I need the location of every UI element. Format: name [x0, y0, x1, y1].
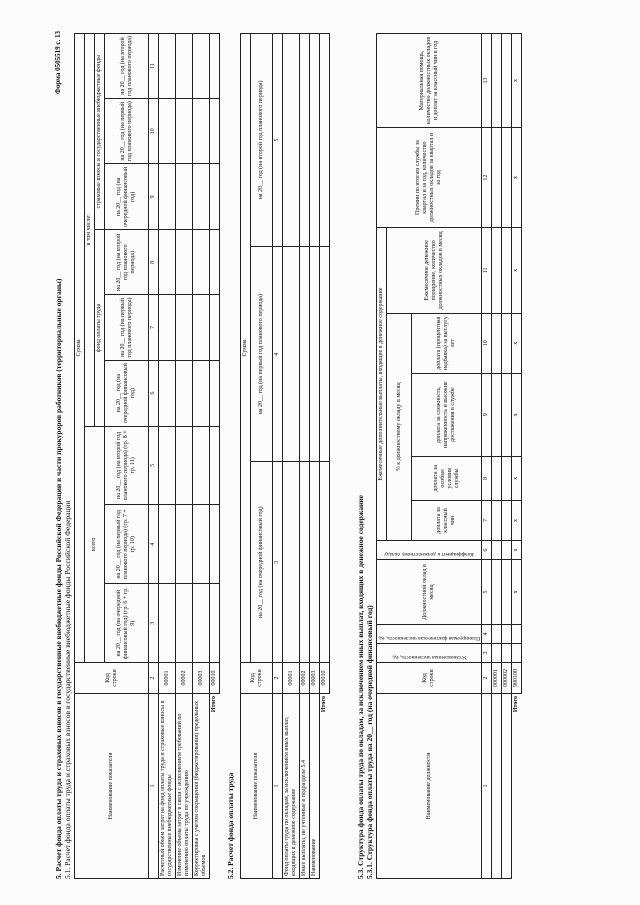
total-row	[512, 34, 522, 879]
cell[interactable]	[502, 625, 512, 644]
cell[interactable]	[193, 584, 210, 663]
num-cell: 4	[149, 505, 159, 584]
col-staff-header: Установленная численность, ед.	[391, 654, 467, 660]
table-row	[310, 34, 320, 879]
table-row	[176, 34, 193, 879]
x-mark: x	[512, 228, 522, 313]
col-pct-header: % к должностному окладу в месяц	[387, 313, 412, 540]
col-y1: на 20__ год (на очередной финансовый год) (гр. 6 + гр. 9)	[105, 584, 149, 663]
table-row	[492, 34, 502, 879]
col-i3: на 20__ год (на второй год планового периода)	[105, 34, 149, 99]
num-cell: 3	[149, 584, 159, 663]
col-sums-header: Сумма	[241, 34, 251, 663]
table-row	[502, 34, 512, 879]
table-5-2	[240, 33, 330, 879]
cell[interactable]	[492, 456, 502, 500]
cell[interactable]	[492, 694, 502, 879]
cell[interactable]	[159, 98, 176, 163]
num-cell: 10	[149, 98, 159, 163]
col-name-header: Наименование показателя	[75, 694, 149, 879]
cell[interactable]	[300, 246, 310, 462]
cell[interactable]	[193, 34, 210, 99]
cell[interactable]	[176, 584, 193, 663]
col-fact-header: Планируемая фактическая численность, ед.	[378, 635, 481, 641]
cell[interactable]	[502, 644, 512, 663]
num-cell: 3	[482, 644, 492, 663]
col-sums-header: Сумма	[75, 34, 85, 663]
cell[interactable]	[210, 34, 220, 99]
col-code-header: Код строки	[377, 663, 482, 694]
num-cell: 5	[149, 426, 159, 505]
num-cell: 6	[149, 360, 159, 426]
cell[interactable]	[512, 644, 522, 663]
cell[interactable]	[502, 694, 512, 879]
cell[interactable]	[310, 34, 320, 247]
total-code: 900100	[512, 663, 522, 694]
col-y3: на 20__ год (на второй год планового периода) (гр. 8 + гр. 11)	[105, 426, 149, 505]
cell[interactable]	[492, 560, 502, 625]
col-y1: на 20__ год (на очередной финансовый год)	[251, 462, 273, 663]
num-cell: 7	[482, 501, 492, 541]
cell[interactable]	[210, 426, 220, 505]
cell[interactable]	[193, 295, 210, 360]
cell[interactable]	[159, 230, 176, 295]
col-premium-header: Премии по итогам службы за квартал и за год, количество должностных окладов за квартал и за год	[377, 128, 482, 228]
cell[interactable]	[210, 98, 220, 163]
cell[interactable]	[502, 501, 512, 541]
num-cell: 13	[482, 34, 492, 128]
cell[interactable]	[159, 584, 176, 663]
cell[interactable]	[300, 462, 310, 663]
cell[interactable]	[492, 501, 502, 541]
cell[interactable]	[492, 373, 502, 456]
cell[interactable]	[176, 360, 193, 426]
num-cell: 4	[482, 625, 492, 644]
cell[interactable]	[310, 246, 320, 462]
table-5-3-1	[376, 33, 522, 879]
table-row	[193, 34, 210, 879]
row-name: Наименование	[310, 694, 320, 879]
col-y2: на 20__ год (на первый год планового периода) (гр. 7 + гр. 10)	[105, 505, 149, 584]
cell[interactable]	[492, 34, 502, 128]
num-cell: 9	[149, 164, 159, 230]
num-cell: 1	[482, 694, 492, 879]
cell[interactable]	[176, 426, 193, 505]
total-code: 00010	[210, 663, 220, 694]
x-mark: x	[512, 128, 522, 228]
col-y2: на 20__ год (на первый год планового периода)	[251, 246, 273, 462]
row-code: 00002	[300, 663, 310, 694]
cell[interactable]	[193, 164, 210, 230]
col-material-header: Материальная помощь, количество должностных окладов и доплат за классный чин в год	[377, 34, 482, 128]
cell[interactable]	[210, 360, 220, 426]
col-f2: на 20__ год (на первый год планового периода)	[105, 295, 149, 360]
x-mark: x	[512, 34, 522, 128]
cell[interactable]	[210, 295, 220, 360]
section52-title: 5.2. Расчет фонда оплаты труда	[226, 772, 235, 879]
table-row	[283, 34, 300, 879]
cell[interactable]	[193, 230, 210, 295]
num-cell: 6	[482, 541, 492, 560]
row-code: 00001	[159, 663, 176, 694]
cell[interactable]	[492, 541, 502, 560]
col-including-header: в том числе:	[85, 34, 95, 427]
col-ins-header: страховые взносы в государственные внебюджетные фонды	[95, 34, 105, 230]
cell[interactable]	[193, 426, 210, 505]
cell[interactable]	[176, 98, 193, 163]
total-code: 00010	[320, 663, 330, 694]
cell[interactable]	[159, 34, 176, 99]
col-special-header: доплата за особые условия службы	[412, 456, 482, 500]
cell[interactable]	[502, 373, 512, 456]
num-cell: 10	[482, 313, 492, 373]
rotated-form	[50, 25, 610, 885]
row-code: 00003	[310, 663, 320, 694]
cell[interactable]	[176, 230, 193, 295]
section53-title: 5.3. Структура фонда оплаты труда по окладам, за исключением иных выплат, входящих в денежное содержание	[356, 494, 365, 879]
row-code: 00001	[283, 663, 300, 694]
section51-subtitle: 5.1. Расчет фонда оплаты труда и страховых взносов в государственные внебюджетные фонды Российской Федерации	[63, 500, 72, 879]
total-row	[320, 34, 330, 879]
num-cell: 4	[273, 246, 283, 462]
col-y3: на 20__ год (на второй год планового периода)	[251, 34, 273, 247]
total-row	[210, 34, 220, 879]
col-i1: на 20__ год (на очередной финансовый год)	[105, 164, 149, 230]
cell[interactable]	[210, 230, 220, 295]
num-cell: 2	[149, 663, 159, 694]
col-position-header: Наименование должности	[377, 694, 482, 879]
cell[interactable]	[492, 313, 502, 373]
cell[interactable]	[492, 128, 502, 228]
cell[interactable]	[159, 426, 176, 505]
cell[interactable]	[193, 505, 210, 584]
num-cell: 5	[482, 560, 492, 625]
table-row	[300, 34, 310, 879]
cell[interactable]	[193, 360, 210, 426]
table-5-1	[74, 33, 220, 879]
cell[interactable]	[283, 462, 300, 663]
col-salary-header: Должностной оклад в месяц	[377, 560, 482, 625]
cell[interactable]	[176, 164, 193, 230]
cell[interactable]	[502, 128, 512, 228]
num-cell: 2	[273, 663, 283, 694]
cell[interactable]	[210, 584, 220, 663]
col-total-header: всего	[85, 426, 105, 662]
num-cell: 1	[273, 694, 283, 879]
col-class-header: доплата за классный чин	[412, 501, 482, 541]
num-cell: 9	[482, 373, 492, 456]
num-cell: 12	[482, 128, 492, 228]
col-complex-header: доплата за сложность, напряженность и высокие достижения в службе	[412, 373, 482, 456]
cell[interactable]	[210, 164, 220, 230]
cell[interactable]	[283, 34, 300, 247]
cell[interactable]	[502, 456, 512, 500]
cell[interactable]	[193, 98, 210, 163]
row-name: Иные выплаты, не учтенные в подразделе 5.4	[300, 694, 310, 879]
num-cell: 2	[482, 663, 492, 694]
cell[interactable]	[492, 644, 502, 663]
total-label: Итого	[512, 694, 522, 879]
cell[interactable]	[512, 625, 522, 644]
row-name: Корректировка с учетом сокращения (бюджетирования) предельных объемов	[193, 694, 210, 879]
col-f3: на 20__ год (на второй год планового периода)	[105, 230, 149, 295]
x-mark: x	[512, 501, 522, 541]
col-name-header: Наименование показателя	[241, 694, 273, 879]
section531-subtitle: 5.3.1. Структура фонда оплаты труда на 20__ год (на очередной финансовый год)	[365, 605, 374, 879]
num-cell: 5	[273, 34, 283, 247]
row-name: Расчетный объем затрат на фонд оплаты труда и страховые взносы в государственные внебюджетные фонды	[159, 694, 176, 879]
row-code: 000001	[492, 663, 502, 694]
col-bonus-header: Ежемесячное денежное поощрение, количество должностных окладов в месяц	[387, 228, 482, 313]
cell[interactable]	[159, 164, 176, 230]
cell[interactable]	[492, 228, 502, 313]
cell[interactable]	[176, 34, 193, 99]
section5-title: 5. Расчет фонда оплаты труда и страховых взносов в государственные внебюджетные фонды Российской Федерации в части прокуроров работников (территориальные органы)	[54, 278, 63, 879]
cell[interactable]	[176, 295, 193, 360]
form-number: Форма 0505519 с. 13	[54, 31, 62, 95]
cell[interactable]	[502, 560, 512, 625]
cell[interactable]	[320, 462, 330, 663]
num-cell: 8	[149, 230, 159, 295]
col-code-header: Код строки	[241, 663, 273, 694]
total-label: Итого	[320, 694, 330, 879]
cell[interactable]	[320, 34, 330, 247]
x-mark: x	[512, 313, 522, 373]
cell[interactable]	[159, 505, 176, 584]
num-cell: 1	[149, 694, 159, 879]
row-code: 000002	[502, 663, 512, 694]
cell[interactable]	[176, 505, 193, 584]
col-f1: на 20__ год (на очередной финансовый год)	[105, 360, 149, 426]
col-fot-header: фонд оплаты труда	[95, 230, 105, 426]
cell[interactable]	[283, 246, 300, 462]
cell[interactable]	[210, 505, 220, 584]
cell[interactable]	[159, 360, 176, 426]
cell[interactable]	[502, 34, 512, 128]
num-cell: 11	[482, 228, 492, 313]
cell[interactable]	[492, 625, 502, 644]
num-cell: 7	[149, 295, 159, 360]
row-code: 00003	[193, 663, 210, 694]
cell[interactable]	[300, 34, 310, 247]
row-name: Изменение объема затрат в связи с исполнением требований по изменению оплаты труда по учреждению	[176, 694, 193, 879]
num-cell: 3	[273, 462, 283, 663]
x-mark: x	[512, 560, 522, 625]
x-mark: x	[512, 456, 522, 500]
num-cell: 11	[149, 34, 159, 99]
row-code: 00002	[176, 663, 193, 694]
cell[interactable]	[502, 313, 512, 373]
col-monthly-header: Ежемесячные дополнительные выплаты, входящие в денежное содержание	[377, 228, 387, 541]
x-mark: x	[512, 541, 522, 560]
cell[interactable]	[502, 228, 512, 313]
cell[interactable]	[502, 541, 512, 560]
cell[interactable]	[159, 295, 176, 360]
num-cell: 8	[482, 456, 492, 500]
col-code-header: Код строки	[75, 663, 149, 694]
x-mark: x	[512, 373, 522, 456]
col-i2: на 20__ год (на первый год планового периода)	[105, 98, 149, 163]
cell[interactable]	[320, 246, 330, 462]
cell[interactable]	[310, 462, 320, 663]
table-row	[159, 34, 176, 879]
row-name: Фонд оплаты труда по окладам, за исключением иных выплат, входящих в денежное содержание	[283, 694, 300, 879]
col-koef-header: Коэффициент к должностному окладу	[384, 551, 474, 557]
col-years-header: доплата (процентная надбавка) за выслугу лет	[412, 313, 482, 373]
total-label: Итого	[210, 694, 220, 879]
